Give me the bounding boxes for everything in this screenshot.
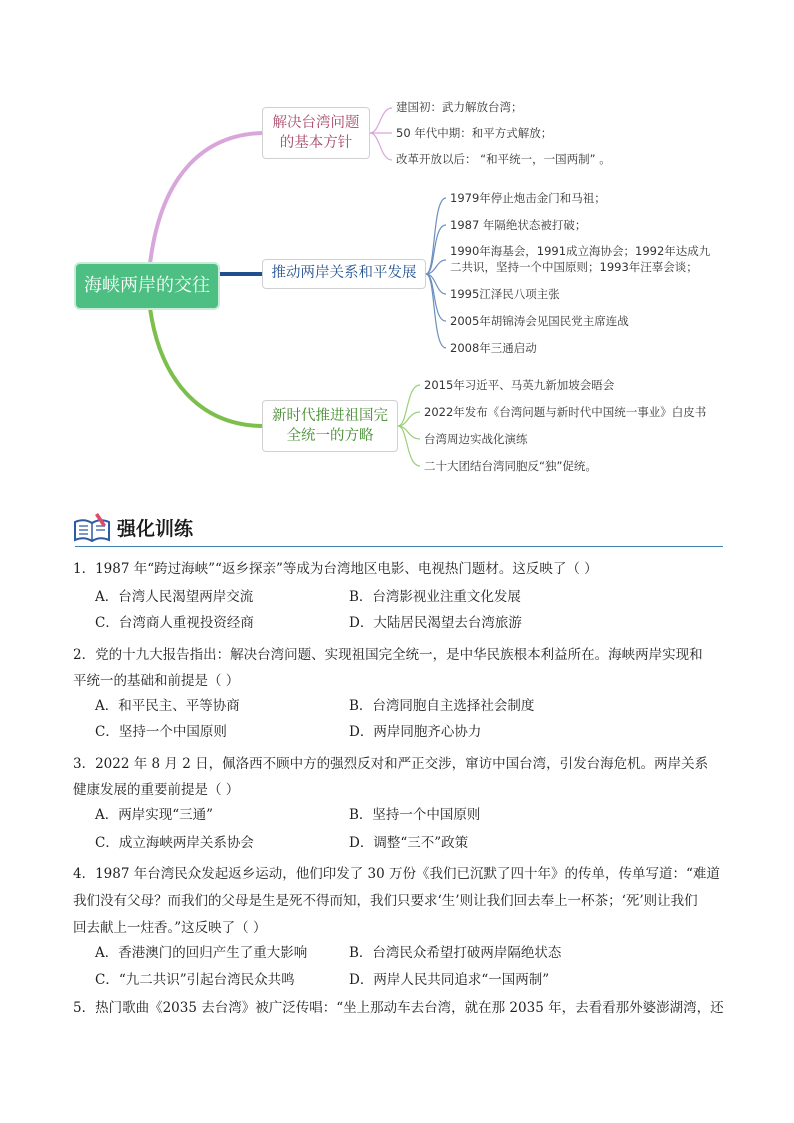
mindmap-leaf: 2022年发布《台湾问题与新时代中国统一事业》白皮书 <box>424 405 707 419</box>
option-c[interactable]: C．台湾商人重视投资经商 <box>95 615 254 631</box>
option-a[interactable]: A．两岸实现“三通” <box>95 807 214 823</box>
mindmap-leaf: 二十大团结台湾同胞反“独”促统。 <box>424 459 597 473</box>
mindmap-leaf: 1987 年隔绝状态被打破； <box>450 218 587 232</box>
question-1 <box>73 560 733 578</box>
option-b[interactable]: B．台湾同胞自主选择社会制度 <box>349 698 535 714</box>
option-c[interactable]: C．坚持一个中国原则 <box>95 724 227 740</box>
branch-title-line: 全统一的方略 <box>286 428 374 444</box>
question-3 <box>73 751 733 803</box>
option-b[interactable]: B．台湾民众希望打破两岸隔绝状态 <box>349 945 562 961</box>
option-b[interactable]: B．台湾影视业注重文化发展 <box>349 589 521 605</box>
mindmap-leaf: 台湾周边实战化演练 <box>424 432 528 446</box>
book-icon <box>72 510 112 544</box>
question-stem: 健康发展的重要前提是（ ） <box>73 782 240 798</box>
option-a[interactable]: A．台湾人民渴望两岸交流 <box>95 589 254 605</box>
mindmap-leaf: 二共识，坚持一个中国原则；1993年汪辜会谈； <box>450 260 698 274</box>
branch-title-line: 推动两岸关系和平发展 <box>271 265 417 281</box>
option-c[interactable]: C．成立海峡两岸关系协会 <box>95 835 254 851</box>
question-stem: 1．1987 年“跨过海峡”“返乡探亲”等成为台湾地区电影、电视热门题材。这反映了（ ） <box>73 561 598 577</box>
option-a[interactable]: A．和平民主、平等协商 <box>95 698 240 714</box>
mindmap-leaf: 1990年海基会，1991成立海协会；1992年达成九 <box>450 244 711 258</box>
question-stem: 回去献上一炷香。”这反映了（ ） <box>73 920 267 936</box>
option-b[interactable]: B．坚持一个中国原则 <box>349 807 481 823</box>
mindmap-root: 海峡两岸的交往 <box>76 264 218 308</box>
branch-title-line: 新时代推进祖国完 <box>272 408 388 424</box>
mindmap-branch-new-era-strategy <box>262 400 398 452</box>
question-stem: 5．热门歌曲《2035 去台湾》被广泛传唱：“坐上那动车去台湾，就在那 2035 年，去看看那外婆澎湖湾，还 <box>73 1000 724 1016</box>
question-stem: 2．党的十九大报告指出：解决台湾问题、实现祖国完全统一，是中华民族根本利益所在。海峡两岸实现和 <box>73 647 703 663</box>
mindmap-leaf: 建国初：武力解放台湾； <box>396 100 523 114</box>
option-d[interactable]: D．两岸同胞齐心协力 <box>349 724 482 740</box>
section-divider <box>75 546 723 547</box>
option-d[interactable]: D．大陆居民渴望去台湾旅游 <box>349 615 522 631</box>
question-5 <box>73 999 733 1017</box>
question-2 <box>73 642 733 694</box>
option-d[interactable]: D．两岸人民共同追求“一国两制” <box>349 972 550 988</box>
option-d[interactable]: D．调整“三不”政策 <box>349 835 469 851</box>
mindmap-branch-policy <box>262 107 370 159</box>
mindmap-leaf: 50 年代中期：和平方式解放； <box>396 126 553 140</box>
question-stem: 4．1987 年台湾民众发起返乡运动，他们印发了 30 万份《我们已沉默了四十年》的传单，传单写道：“难道 <box>73 866 720 882</box>
section-title: 强化训练 <box>117 518 194 540</box>
mindmap-branch-peaceful-development <box>262 259 426 289</box>
mindmap-leaf: 2005年胡锦涛会见国民党主席连战 <box>450 314 629 328</box>
mindmap-leaf: 改革开放以后： “和平统一，一国两制” 。 <box>396 152 611 166</box>
mindmap-leaf: 1995江泽民八项主张 <box>450 287 560 301</box>
branch-title-line: 解决台湾问题 <box>272 115 360 131</box>
question-stem: 我们没有父母？而我们的父母是生是死不得而知，我们只要求‘生’则让我们回去奉上一杯茶；‘死’则让我们 <box>73 893 698 909</box>
option-a[interactable]: A．香港澳门的回归产生了重大影响 <box>95 945 308 961</box>
question-4 <box>73 861 733 942</box>
question-stem: 平统一的基础和前提是（ ） <box>73 673 240 689</box>
mindmap-leaf: 1979年停止炮击金门和马祖； <box>450 191 606 205</box>
mindmap-leaf: 2015年习近平、马英九新加坡会晤会 <box>424 378 615 392</box>
mindmap-leaf: 2008年三通启动 <box>450 341 537 355</box>
question-stem: 3．2022 年 8 月 2 日，佩洛西不顾中方的强烈反对和严正交涉，窜访中国台湾，引发台海危机。两岸关系 <box>73 756 709 772</box>
branch-title-line: 的基本方针 <box>279 135 353 151</box>
option-c[interactable]: C．“九二共识”引起台湾民众共鸣 <box>95 972 295 988</box>
